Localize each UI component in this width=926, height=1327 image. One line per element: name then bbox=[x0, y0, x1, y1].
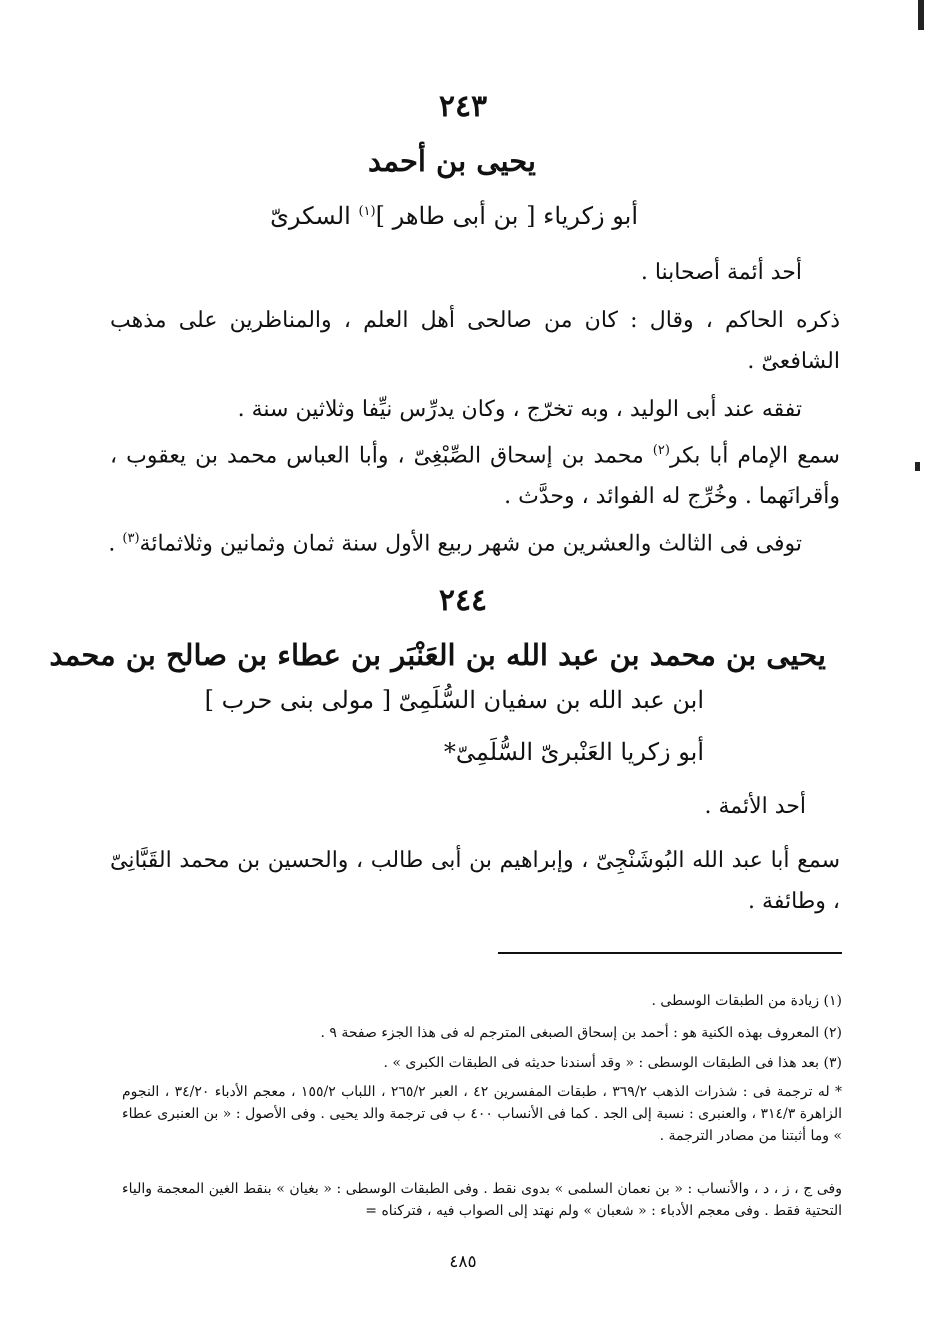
entry-243-para-4 bbox=[110, 430, 840, 517]
entry-244-name-line-2: ابن عبد الله بن سفيان السُّلَمِىّ [ مولى بنى حرب ] bbox=[204, 686, 704, 714]
para-4-start: سمع الإمام أبا بكر bbox=[669, 443, 840, 469]
entry-243-name: يحيى بن أحمد bbox=[367, 144, 536, 178]
scan-edge-mark bbox=[918, 0, 924, 30]
entry-243-para-2: ذكره الحاكم ، وقال : كان من صالحى أهل العلم ، والمناظرين على مذهب الشافعىّ . bbox=[110, 308, 840, 374]
entry-number-243: ٢٤٣ bbox=[438, 89, 488, 124]
page-number: ٤٨٥ bbox=[449, 1252, 477, 1272]
entry-244-name-line-3: أبو زكريا العَنْبرىّ السُّلَمِىّ* bbox=[443, 738, 704, 766]
note-ref-2: (٢) bbox=[652, 443, 670, 458]
entry-243-para-5 bbox=[82, 518, 802, 564]
entry-244-name-line-1: يحيى بن محمد بن عبد الله بن العَنْبَر بن عطاء بن صالح بن محمد bbox=[49, 638, 826, 672]
entry-243-para-1: أحد أئمة أصحابنا . bbox=[640, 260, 802, 285]
entry-244-para-2: سمع أبا عبد الله البُوشَنْجِىّ ، وإبراهيم بن أبى طالب ، والحسين بن محمد القَبَّانِىّ ، وطائفة . bbox=[110, 848, 840, 914]
entry-243-para-3: تفقه عند أبى الوليد ، وبه تخرّج ، وكان يدرِّس نيِّفا وثلاثين سنة . bbox=[237, 397, 802, 422]
entry-244-para-1: أحد الأئمة . bbox=[704, 794, 806, 819]
note-ref-3: (٣) bbox=[122, 531, 140, 546]
footnote-2: (٢) المعروف بهذه الكنية هو : أحمد بن إسحاق الصبغى المترجم له فى هذا الجزء صفحة ٩ . bbox=[320, 1025, 842, 1041]
footnote-1: (١) زيادة من الطبقات الوسطى . bbox=[651, 993, 842, 1009]
kunya-text: أبو زكرياء [ بن أبى طاهر ] bbox=[375, 202, 638, 230]
entry-243-kunya bbox=[270, 202, 638, 231]
footnote-star: * له ترجمة فى : شذرات الذهب ٣٦٩/٢ ، طبقات المفسرين ٤٢ ، العبر ٢٦٥/٢ ، اللباب ١٥٥/٢ ، معجم الأدباء ٣٤/٢٠ ، النجوم الزاهرة ٣١٤/٣ ، والعنبرى : نسبة إلى الجد . كما فى الأنساب ٤٠٠ ب فى ترجمة والد يحيى . وفى الأصول : « بن العنبرى عطاء » وما أثبتنا من مصادر الترجمة . bbox=[122, 1084, 843, 1144]
para-5-start: توفى فى الثالث والعشرين من شهر ربيع الأول سنة ثمان وثمانين وثلاثمائة bbox=[139, 531, 802, 557]
note-ref-1: (١) bbox=[358, 204, 376, 219]
entry-number-244: ٢٤٤ bbox=[438, 583, 488, 618]
footnote-divider bbox=[498, 952, 842, 954]
para-4-rest: محمد بن إسحاق الصِّبْغِىّ ، وأبا العباس محمد بن يعقوب ، وأقرانَهما . وخُرِّج له الفوائد ، وحدَّث . bbox=[110, 443, 840, 510]
para-5-end: . bbox=[108, 531, 123, 557]
footnote-3: (٣) بعد هذا فى الطبقات الوسطى : « وقد أسندنا حديثه فى الطبقات الكبرى » . bbox=[383, 1055, 842, 1071]
footnote-variant: وفى ج ، ز ، د ، والأنساب : « بن نعمان السلمى » بدوى نقط . وفى الطبقات الوسطى : « بغيان » بنقط الغين المعجمة والياء التحتية فقط . وفى معجم الأدباء : « شعبان » ولم نهتد إلى الصواب فيه ، فتركناه = bbox=[122, 1181, 842, 1219]
kunya-end: السكرىّ bbox=[270, 202, 359, 230]
scan-side-mark bbox=[915, 462, 920, 471]
